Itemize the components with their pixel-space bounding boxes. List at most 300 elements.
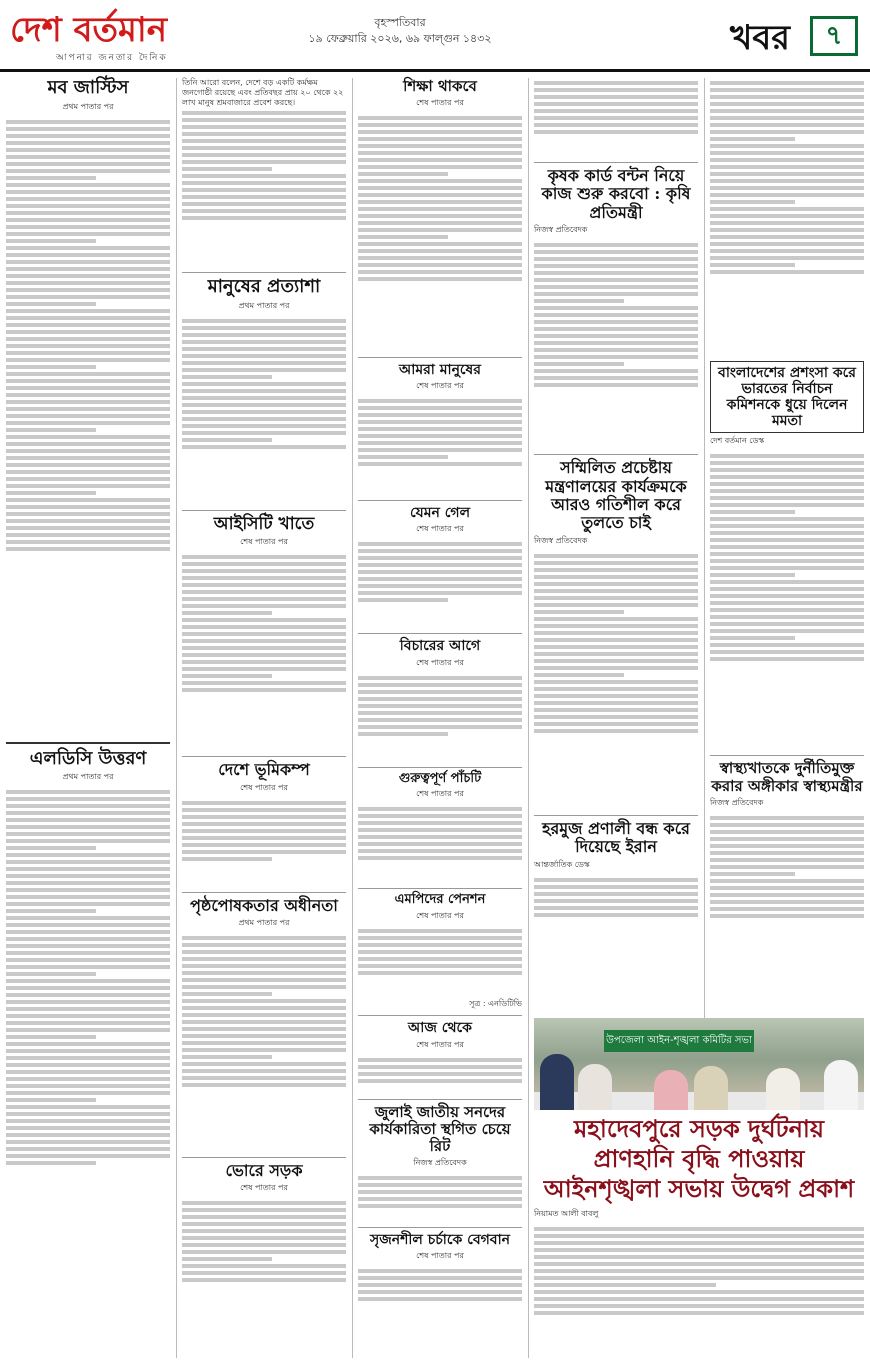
- text-line: [710, 172, 864, 176]
- text-line: [534, 313, 698, 317]
- divider: [182, 272, 346, 273]
- text-line: [710, 580, 864, 584]
- article-body-text: [534, 875, 698, 935]
- text-line: [534, 1262, 864, 1266]
- article-body-text: [182, 316, 346, 506]
- article-byline: শেষ পাতার পর: [416, 1039, 464, 1049]
- text-line: [358, 563, 522, 567]
- article-body-text: [358, 113, 522, 353]
- text-line: [358, 591, 522, 595]
- text-line: [358, 957, 522, 961]
- divider: [182, 892, 346, 893]
- text-line: [534, 130, 698, 134]
- text-line: [710, 531, 864, 535]
- feature-photo[interactable]: [534, 1018, 864, 1110]
- text-line: [182, 660, 346, 664]
- text-line: [182, 583, 346, 587]
- text-line: [710, 454, 864, 458]
- text-line: [6, 372, 170, 376]
- article-headline[interactable]: বাংলাদেশের প্রশংসা করে ভারতের নির্বাচন কমিশনকে ধুয়ে দিলেন মমতা: [718, 365, 856, 430]
- text-line: [710, 179, 864, 183]
- text-line: [710, 900, 864, 904]
- article-headline[interactable]: শিক্ষা থাকবে: [403, 77, 477, 95]
- divider: [358, 633, 522, 634]
- text-line: [534, 1297, 864, 1301]
- divider: [710, 755, 864, 756]
- text-line: [182, 850, 346, 854]
- text-line: [6, 993, 170, 997]
- article-headline[interactable]: জুলাই জাতীয় সনদের কার্যকারিতা স্থগিত চেয়ে রিট: [369, 1102, 511, 1155]
- text-line: [6, 986, 170, 990]
- text-line: [182, 1069, 346, 1073]
- text-line: [6, 1126, 170, 1130]
- text-line: [710, 193, 864, 197]
- text-line: [6, 1000, 170, 1004]
- continued-text: তিনি আরো বলেন, দেশে বড় একটি কর্মক্ষম জনগোষ্ঠী রয়েছে এবং প্রতিবছর প্রায় ২০ থেকে ২২ লাখ মানুষ শ্রমবাজারে প্রবেশ করছে।: [182, 78, 344, 107]
- text-line: [710, 657, 864, 661]
- text-line: [710, 235, 864, 239]
- text-line: [534, 603, 698, 607]
- text-line: [6, 923, 170, 927]
- text-line: [534, 376, 698, 380]
- text-line: [358, 130, 522, 134]
- text-line: [358, 683, 522, 687]
- article-byline: আন্তর্জাতিক ডেস্ক: [534, 859, 590, 869]
- text-line: [6, 491, 96, 495]
- text-line: [6, 797, 170, 801]
- text-line: [710, 865, 864, 869]
- text-line: [6, 1077, 170, 1081]
- text-line: [710, 601, 864, 605]
- article-byline: দেশ বর্তমান ডেস্ক: [710, 436, 765, 446]
- text-line: [182, 971, 346, 975]
- text-line: [182, 597, 346, 601]
- text-line: [6, 1161, 96, 1165]
- text-line: [182, 389, 346, 393]
- article-headline[interactable]: হরমুজ প্রণালী বন্ধ করে দিয়েছে ইরান: [542, 818, 690, 857]
- text-line: [358, 964, 522, 968]
- text-line: [710, 207, 864, 211]
- text-line: [182, 326, 346, 330]
- newspaper-logo[interactable]: দেশ বর্তমান: [10, 10, 168, 50]
- article-mob-justice[interactable]: [6, 78, 170, 737]
- divider: [182, 1157, 346, 1158]
- text-line: [6, 267, 170, 271]
- text-line: [710, 851, 864, 855]
- text-line: [182, 347, 346, 351]
- text-line: [534, 355, 698, 359]
- text-line: [710, 270, 864, 274]
- article-byline: শেষ পাতার পর: [416, 911, 464, 921]
- article-box[interactable]: [710, 361, 864, 433]
- publication-date: ১৯ ফেব্রুয়ারি ২০২৬, ৬৯ ফাল্গুন ১৪৩২: [308, 32, 492, 45]
- article-body-text: [710, 813, 864, 963]
- text-line: [6, 1035, 96, 1039]
- person-figure: [824, 1060, 858, 1110]
- text-line: [358, 116, 522, 120]
- text-line: [6, 867, 170, 871]
- text-line: [358, 455, 448, 459]
- article-body-text: [358, 926, 522, 996]
- text-line: [182, 1215, 346, 1219]
- text-line: [6, 365, 96, 369]
- text-line: [6, 379, 170, 383]
- article-headline[interactable]: যেমন গেল: [409, 505, 471, 522]
- text-line: [358, 1190, 522, 1194]
- text-line: [182, 681, 346, 685]
- column-4: [534, 78, 698, 935]
- text-line: [710, 137, 795, 141]
- divider: [182, 756, 346, 757]
- text-line: [710, 482, 864, 486]
- text-line: [182, 611, 272, 615]
- text-line: [358, 943, 522, 947]
- text-line: [6, 1028, 170, 1032]
- text-line: [182, 382, 346, 386]
- article-headline[interactable]: বিচারের আগে: [399, 638, 481, 655]
- text-line: [182, 368, 346, 372]
- text-line: [6, 442, 170, 446]
- text-line: [710, 475, 864, 479]
- article-byline: শেষ পাতার পর: [416, 789, 464, 799]
- text-line: [6, 916, 170, 920]
- text-line: [6, 1014, 170, 1018]
- text-line: [182, 1034, 346, 1038]
- person-figure: [540, 1054, 574, 1110]
- text-line: [6, 141, 170, 145]
- text-line: [358, 1290, 522, 1294]
- text-line: [534, 257, 698, 261]
- text-line: [358, 697, 522, 701]
- text-line: [182, 815, 346, 819]
- article-byline: প্রথম পাতার পর: [62, 772, 114, 782]
- text-line: [182, 829, 346, 833]
- text-line: [534, 708, 698, 712]
- text-line: [6, 197, 170, 201]
- text-line: [358, 690, 522, 694]
- article-headline[interactable]: এমপিদের পেনশন: [394, 892, 486, 908]
- text-line: [6, 498, 170, 502]
- text-line: [182, 354, 346, 358]
- text-line: [6, 134, 170, 138]
- article-byline: শেষ পাতার পর: [416, 657, 464, 667]
- article-headline[interactable]: দেশে ভূমিকম্প: [218, 760, 310, 780]
- text-line: [710, 636, 795, 640]
- feature-story[interactable]: [534, 1018, 864, 1363]
- text-line: [6, 547, 170, 551]
- text-line: [710, 256, 864, 260]
- text-line: [6, 944, 170, 948]
- publication-day: বৃহস্পতিবার: [374, 16, 426, 29]
- column-1: [6, 78, 170, 1327]
- text-line: [6, 519, 170, 523]
- text-line: [6, 281, 170, 285]
- text-line: [6, 526, 170, 530]
- article-headline[interactable]: এলডিসি উত্তরণ: [29, 747, 147, 769]
- article-body-text: [358, 539, 522, 629]
- article-headline[interactable]: কৃষক কার্ড বন্টন নিয়ে কাজ শুরু করবো : কৃষি প্রতিমন্ত্রী: [541, 166, 691, 222]
- text-line: [6, 902, 170, 906]
- text-line: [710, 643, 864, 647]
- column-2: [182, 78, 346, 1318]
- text-line: [6, 239, 96, 243]
- text-line: [358, 235, 448, 239]
- text-line: [710, 886, 864, 890]
- text-line: [6, 435, 170, 439]
- text-line: [534, 320, 698, 324]
- text-line: [6, 909, 96, 913]
- text-line: [182, 181, 346, 185]
- text-line: [534, 1311, 864, 1315]
- text-line: [710, 81, 864, 85]
- text-line: [6, 148, 170, 152]
- text-line: [358, 929, 522, 933]
- text-line: [6, 888, 170, 892]
- text-line: [358, 406, 522, 410]
- text-line: [710, 186, 864, 190]
- text-line: [358, 1276, 522, 1280]
- text-line: [534, 729, 698, 733]
- text-line: [182, 139, 346, 143]
- text-line: [710, 116, 864, 120]
- article-body-text: [534, 240, 698, 450]
- text-line: [534, 624, 698, 628]
- text-line: [358, 263, 522, 267]
- text-line: [6, 1070, 170, 1074]
- article-headline[interactable]: সৃজনশীল চর্চাকে বেগবান: [369, 1232, 511, 1249]
- text-line: [534, 885, 698, 889]
- text-line: [182, 674, 272, 678]
- text-line: [358, 1197, 522, 1201]
- text-line: [358, 172, 448, 176]
- text-line: [358, 137, 522, 141]
- text-line: [534, 334, 698, 338]
- text-line: [6, 1147, 170, 1151]
- text-line: [182, 843, 346, 847]
- text-line: [6, 183, 170, 187]
- text-line: [6, 540, 170, 544]
- text-line: [534, 694, 698, 698]
- text-line: [358, 221, 522, 225]
- text-line: [182, 653, 346, 657]
- text-line: [182, 1201, 346, 1205]
- text-line: [182, 424, 346, 428]
- text-line: [534, 102, 698, 106]
- text-line: [6, 484, 170, 488]
- text-line: [534, 589, 698, 593]
- article-body-text: [182, 933, 346, 1153]
- text-line: [6, 1119, 170, 1123]
- text-line: [6, 972, 96, 976]
- article-byline: শেষ পাতার পর: [240, 537, 288, 547]
- text-line: [6, 951, 170, 955]
- text-line: [358, 1283, 522, 1287]
- article-ldc-graduation[interactable]: [6, 749, 170, 1328]
- text-line: [534, 666, 698, 670]
- text-line: [182, 604, 346, 608]
- text-line: [6, 260, 170, 264]
- text-line: [6, 1063, 170, 1067]
- column-divider: [528, 78, 529, 1358]
- text-line: [710, 109, 864, 113]
- text-line: [6, 1056, 170, 1060]
- article-byline: শেষ পাতার পর: [240, 782, 288, 792]
- text-line: [534, 1248, 864, 1252]
- text-line: [358, 1204, 522, 1208]
- text-line: [6, 407, 170, 411]
- article-body-text: [182, 108, 346, 268]
- article-byline: নিজস্ব প্রতিবেদক: [534, 535, 588, 545]
- text-line: [6, 860, 170, 864]
- text-line: [6, 428, 96, 432]
- text-line: [6, 818, 170, 822]
- text-line: [534, 687, 698, 691]
- text-line: [6, 162, 170, 166]
- text-line: [182, 202, 346, 206]
- text-line: [6, 804, 170, 808]
- text-line: [6, 1105, 170, 1109]
- article-byline: শেষ পাতার পর: [240, 1183, 288, 1193]
- text-line: [6, 120, 170, 124]
- article-headline[interactable]: মব জাস্টিস: [47, 77, 129, 98]
- text-line: [534, 1227, 864, 1231]
- text-line: [534, 1234, 864, 1238]
- text-line: [182, 146, 346, 150]
- text-line: [710, 587, 864, 591]
- article-headline[interactable]: মানুষের প্রত্যাশা: [207, 276, 321, 297]
- text-line: [6, 449, 170, 453]
- article-headline[interactable]: আমরা মানুষের: [399, 362, 481, 379]
- article-headline[interactable]: ভোরে সড়ক: [225, 1161, 303, 1181]
- article-body-text: [710, 78, 864, 358]
- text-line: [182, 195, 346, 199]
- text-line: [6, 288, 170, 292]
- article-body-text: [358, 1055, 522, 1095]
- text-line: [358, 441, 522, 445]
- text-line: [534, 1269, 864, 1273]
- divider: [358, 767, 522, 768]
- text-line: [182, 857, 272, 861]
- text-line: [710, 249, 864, 253]
- text-line: [534, 341, 698, 345]
- article-headline[interactable]: আজ থেকে: [408, 1020, 472, 1037]
- text-line: [534, 906, 698, 910]
- text-line: [358, 711, 522, 715]
- text-line: [710, 573, 795, 577]
- feature-headline[interactable]: মহাদেবপুরে সড়ক দুর্ঘটনায় প্রাণহানি বৃদ্ধি পাওয়ায় আইনশৃঙ্খলা সভায় উদ্বেগ প্রকাশ: [543, 1114, 855, 1203]
- text-line: [358, 556, 522, 560]
- text-line: [6, 344, 170, 348]
- text-line: [358, 821, 522, 825]
- text-line: [534, 243, 698, 247]
- text-line: [182, 1264, 346, 1268]
- text-line: [6, 246, 170, 250]
- text-line: [182, 999, 346, 1003]
- text-line: [182, 1083, 346, 1087]
- text-line: [6, 533, 170, 537]
- text-line: [534, 913, 698, 917]
- text-line: [710, 221, 864, 225]
- text-line: [710, 144, 864, 148]
- article-headline[interactable]: সম্মিলিত প্রচেষ্টায় মন্ত্রণালয়ের কার্যক্রমকে আরও গতিশীল করে তুলতে চাই: [545, 458, 687, 533]
- article-headline[interactable]: স্বাস্থ্যখাতকে দুর্নীতিমুক্ত করার অঙ্গীকার স্বাস্থ্যমন্ত্রীর: [711, 759, 863, 795]
- text-line: [182, 590, 346, 594]
- article-body-text: [358, 1173, 522, 1223]
- text-line: [358, 448, 522, 452]
- text-line: [6, 393, 170, 397]
- text-line: [182, 438, 272, 442]
- article-headline[interactable]: গুরুত্বপূর্ণ পাঁচটি: [398, 770, 482, 786]
- text-line: [710, 858, 864, 862]
- text-line: [6, 400, 170, 404]
- text-line: [6, 1007, 170, 1011]
- text-line: [6, 1049, 170, 1053]
- text-line: [534, 250, 698, 254]
- article-body-text: [358, 396, 522, 496]
- text-line: [182, 111, 346, 115]
- text-line: [534, 645, 698, 649]
- text-line: [358, 399, 522, 403]
- text-line: [358, 434, 522, 438]
- column-5: [710, 78, 864, 963]
- source-note: সূত্র : এনডিটিভি: [469, 999, 522, 1009]
- text-line: [534, 722, 698, 726]
- text-line: [182, 667, 346, 671]
- text-line: [358, 270, 522, 274]
- text-line: [710, 95, 864, 99]
- article-body-text: [6, 117, 170, 737]
- text-line: [710, 468, 864, 472]
- text-line: [710, 242, 864, 246]
- text-line: [358, 1269, 522, 1273]
- text-line: [358, 1176, 522, 1180]
- text-line: [358, 577, 522, 581]
- text-line: [182, 132, 346, 136]
- article-headline[interactable]: পৃষ্ঠপোষকতার অধীনতা: [190, 895, 338, 915]
- text-line: [6, 456, 170, 460]
- article-body-text: [534, 1224, 864, 1354]
- text-line: [534, 271, 698, 275]
- article-body-text: [358, 673, 522, 763]
- text-line: [182, 808, 346, 812]
- text-line: [710, 158, 864, 162]
- text-line: [710, 879, 864, 883]
- article-body-text: [358, 804, 522, 884]
- text-line: [358, 123, 522, 127]
- text-line: [6, 1042, 170, 1046]
- text-line: [182, 822, 346, 826]
- text-line: [182, 167, 272, 171]
- text-line: [710, 559, 864, 563]
- article-body-text: [182, 798, 346, 888]
- text-line: [534, 1276, 864, 1280]
- text-line: [6, 832, 170, 836]
- text-line: [182, 1229, 346, 1233]
- text-line: [358, 420, 522, 424]
- text-line: [182, 576, 346, 580]
- text-line: [6, 295, 170, 299]
- text-line: [358, 165, 522, 169]
- text-line: [710, 461, 864, 465]
- text-line: [534, 878, 698, 882]
- text-line: [358, 249, 522, 253]
- divider: [358, 1099, 522, 1100]
- text-line: [6, 895, 170, 899]
- article-headline[interactable]: আইসিটি খাতে: [213, 513, 315, 534]
- article-byline: প্রথম পাতার পর: [62, 101, 114, 111]
- text-line: [534, 95, 698, 99]
- text-line: [534, 123, 698, 127]
